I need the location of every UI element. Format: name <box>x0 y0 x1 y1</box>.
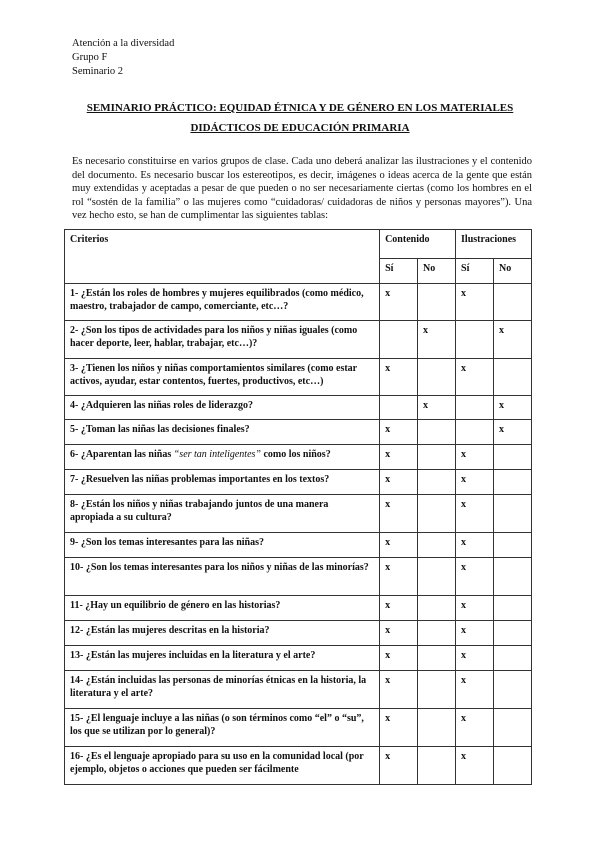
criterion-text: 10- ¿Son los temas interesantes para los niños y niñas de las minorías? <box>65 558 380 596</box>
contenido-no-mark <box>418 646 456 671</box>
contenido-no-mark <box>418 445 456 470</box>
contenido-si-mark: x <box>380 359 418 396</box>
criterion-text-end: como los niños? <box>260 449 331 460</box>
contenido-no-mark <box>418 495 456 533</box>
header-group: Grupo F <box>72 52 108 63</box>
ilustraciones-no-mark <box>494 671 532 709</box>
criterion-text: 13- ¿Están las mujeres incluidas en la literatura y el arte? <box>65 646 380 671</box>
document-title <box>60 98 540 138</box>
ilustraciones-si-mark <box>456 321 494 359</box>
table-row <box>65 284 532 321</box>
contenido-si-mark: x <box>380 646 418 671</box>
contenido-no-mark <box>418 420 456 445</box>
ilustraciones-si-mark: x <box>456 671 494 709</box>
table-row <box>65 558 532 596</box>
ilustraciones-si-mark: x <box>456 359 494 396</box>
ilustraciones-si-mark: x <box>456 747 494 785</box>
contenido-no-mark <box>418 709 456 747</box>
contenido-si-mark: x <box>380 533 418 558</box>
contenido-no-mark: x <box>418 396 456 420</box>
criterion-text: 4- ¿Adquieren las niñas roles de liderazgo? <box>65 396 380 420</box>
header-ilustraciones: Ilustraciones <box>456 230 532 259</box>
criterion-text: 12- ¿Están las mujeres descritas en la historia? <box>65 621 380 646</box>
ilustraciones-no-mark <box>494 646 532 671</box>
ilustraciones-no-mark <box>494 747 532 785</box>
ilustraciones-no-mark <box>494 533 532 558</box>
criterion-text: 11- ¿Hay un equilibrio de género en las historias? <box>65 596 380 621</box>
header-contenido-si: Sí <box>380 259 418 284</box>
ilustraciones-si-mark: x <box>456 533 494 558</box>
table-row <box>65 359 532 396</box>
ilustraciones-si-mark: x <box>456 709 494 747</box>
criterion-text: 14- ¿Están incluidas las personas de minorías étnicas en la historia, la literatura y el arte? <box>65 671 380 709</box>
contenido-no-mark <box>418 621 456 646</box>
table-row <box>65 396 532 420</box>
title-line-2: DIDÁCTICOS DE EDUCACIÓN PRIMARIA <box>190 122 410 134</box>
table-row <box>65 533 532 558</box>
criterion-text: 15- ¿El lenguaje incluye a las niñas (o son términos como “el” o “su”, los que se utilizan por lo general)? <box>65 709 380 747</box>
criterion-text: 1- ¿Están los roles de hombres y mujeres equilibrados (como médico, maestro, trabajador de campo, comerciante, etc…? <box>65 284 380 321</box>
ilustraciones-si-mark: x <box>456 596 494 621</box>
ilustraciones-no-mark: x <box>494 420 532 445</box>
table-row <box>65 709 532 747</box>
ilustraciones-si-mark: x <box>456 284 494 321</box>
contenido-si-mark: x <box>380 420 418 445</box>
contenido-si-mark: x <box>380 284 418 321</box>
contenido-si-mark <box>380 321 418 359</box>
contenido-no-mark <box>418 533 456 558</box>
criterion-text: 2- ¿Son los tipos de actividades para los niños y niñas iguales (como hacer deporte, leer, hablar, trabajar, etc…)? <box>65 321 380 359</box>
ilustraciones-si-mark: x <box>456 558 494 596</box>
contenido-no-mark <box>418 747 456 785</box>
header-contenido-no: No <box>418 259 456 284</box>
contenido-no-mark: x <box>418 321 456 359</box>
ilustraciones-si-mark: x <box>456 646 494 671</box>
table-row <box>65 420 532 445</box>
ilustraciones-no-mark <box>494 284 532 321</box>
contenido-si-mark: x <box>380 445 418 470</box>
ilustraciones-si-mark: x <box>456 470 494 495</box>
ilustraciones-no-mark <box>494 558 532 596</box>
ilustraciones-no-mark <box>494 445 532 470</box>
contenido-si-mark: x <box>380 495 418 533</box>
header-subject: Atención a la diversidad <box>72 38 175 49</box>
ilustraciones-no-mark <box>494 359 532 396</box>
criterion-text-start: 6- ¿Aparentan las niñas <box>70 449 174 460</box>
intro-paragraph: Es necesario constituirse en varios grupos de clase. Cada uno deberá analizar las ilustraciones y el contenido del documento. Es necesario buscar los estereotipos, es decir, imágenes o ideas acerca de la gente que están muy extendidas y aceptadas a pesar de que pueden o no ser necesariamente ciertas (como los hombres en el rol “sostén de la familia” o las mujeres como “cuidadoras/ cuidadoras de niños y personas mayores”). Una vez hecho esto, se han de cumplimentar las siguientes tablas: <box>72 156 532 222</box>
table-row <box>65 445 532 470</box>
ilustraciones-si-mark: x <box>456 495 494 533</box>
ilustraciones-no-mark <box>494 709 532 747</box>
contenido-no-mark <box>418 596 456 621</box>
criterion-text: 9- ¿Son los temas interesantes para las niñas? <box>65 533 380 558</box>
ilustraciones-no-mark: x <box>494 321 532 359</box>
table-row <box>65 621 532 646</box>
criterion-text: 5- ¿Toman las niñas las decisiones finales? <box>65 420 380 445</box>
table-row <box>65 596 532 621</box>
header-criterios: Criterios <box>65 230 380 284</box>
ilustraciones-si-mark: x <box>456 621 494 646</box>
contenido-si-mark: x <box>380 747 418 785</box>
criterion-text-quote: “ser tan inteligentes” <box>173 449 261 460</box>
ilustraciones-no-mark <box>494 470 532 495</box>
contenido-si-mark: x <box>380 470 418 495</box>
contenido-no-mark <box>418 284 456 321</box>
table-header-row <box>65 230 532 259</box>
criteria-table <box>64 229 532 785</box>
table-row <box>65 646 532 671</box>
contenido-no-mark <box>418 470 456 495</box>
criterion-text: 7- ¿Resuelven las niñas problemas importantes en los textos? <box>65 470 380 495</box>
ilustraciones-no-mark <box>494 621 532 646</box>
document-header <box>72 37 174 79</box>
contenido-si-mark: x <box>380 671 418 709</box>
contenido-si-mark: x <box>380 621 418 646</box>
contenido-si-mark: x <box>380 558 418 596</box>
title-line-1: SEMINARIO PRÁCTICO: EQUIDAD ÉTNICA Y DE GÉNERO EN LOS MATERIALES <box>86 102 514 114</box>
header-seminar: Seminario 2 <box>72 66 124 77</box>
contenido-no-mark <box>418 359 456 396</box>
criterion-text: 3- ¿Tienen los niños y niñas comportamientos similares (como estar activos, ayudar, estar contentos, fuertes, productivos, etc…) <box>65 359 380 396</box>
ilustraciones-si-mark: x <box>456 445 494 470</box>
contenido-si-mark: x <box>380 709 418 747</box>
ilustraciones-si-mark <box>456 420 494 445</box>
ilustraciones-no-mark <box>494 495 532 533</box>
contenido-no-mark <box>418 558 456 596</box>
criterion-text: 16- ¿Es el lenguaje apropiado para su uso en la comunidad local (por ejemplo, objetos o acciones que pueden ser fácilmente <box>65 747 380 785</box>
contenido-si-mark <box>380 396 418 420</box>
table-row <box>65 321 532 359</box>
ilustraciones-no-mark <box>494 596 532 621</box>
table-row <box>65 671 532 709</box>
header-contenido: Contenido <box>380 230 456 259</box>
ilustraciones-no-mark: x <box>494 396 532 420</box>
header-ilustraciones-no: No <box>494 259 532 284</box>
table-row <box>65 495 532 533</box>
ilustraciones-si-mark <box>456 396 494 420</box>
table-row <box>65 470 532 495</box>
contenido-si-mark: x <box>380 596 418 621</box>
header-ilustraciones-si: Sí <box>456 259 494 284</box>
table-row <box>65 747 532 785</box>
contenido-no-mark <box>418 671 456 709</box>
criterion-text: 8- ¿Están los niños y niñas trabajando juntos de una manera apropiada a su cultura? <box>65 495 380 533</box>
criterion-text <box>65 445 380 470</box>
